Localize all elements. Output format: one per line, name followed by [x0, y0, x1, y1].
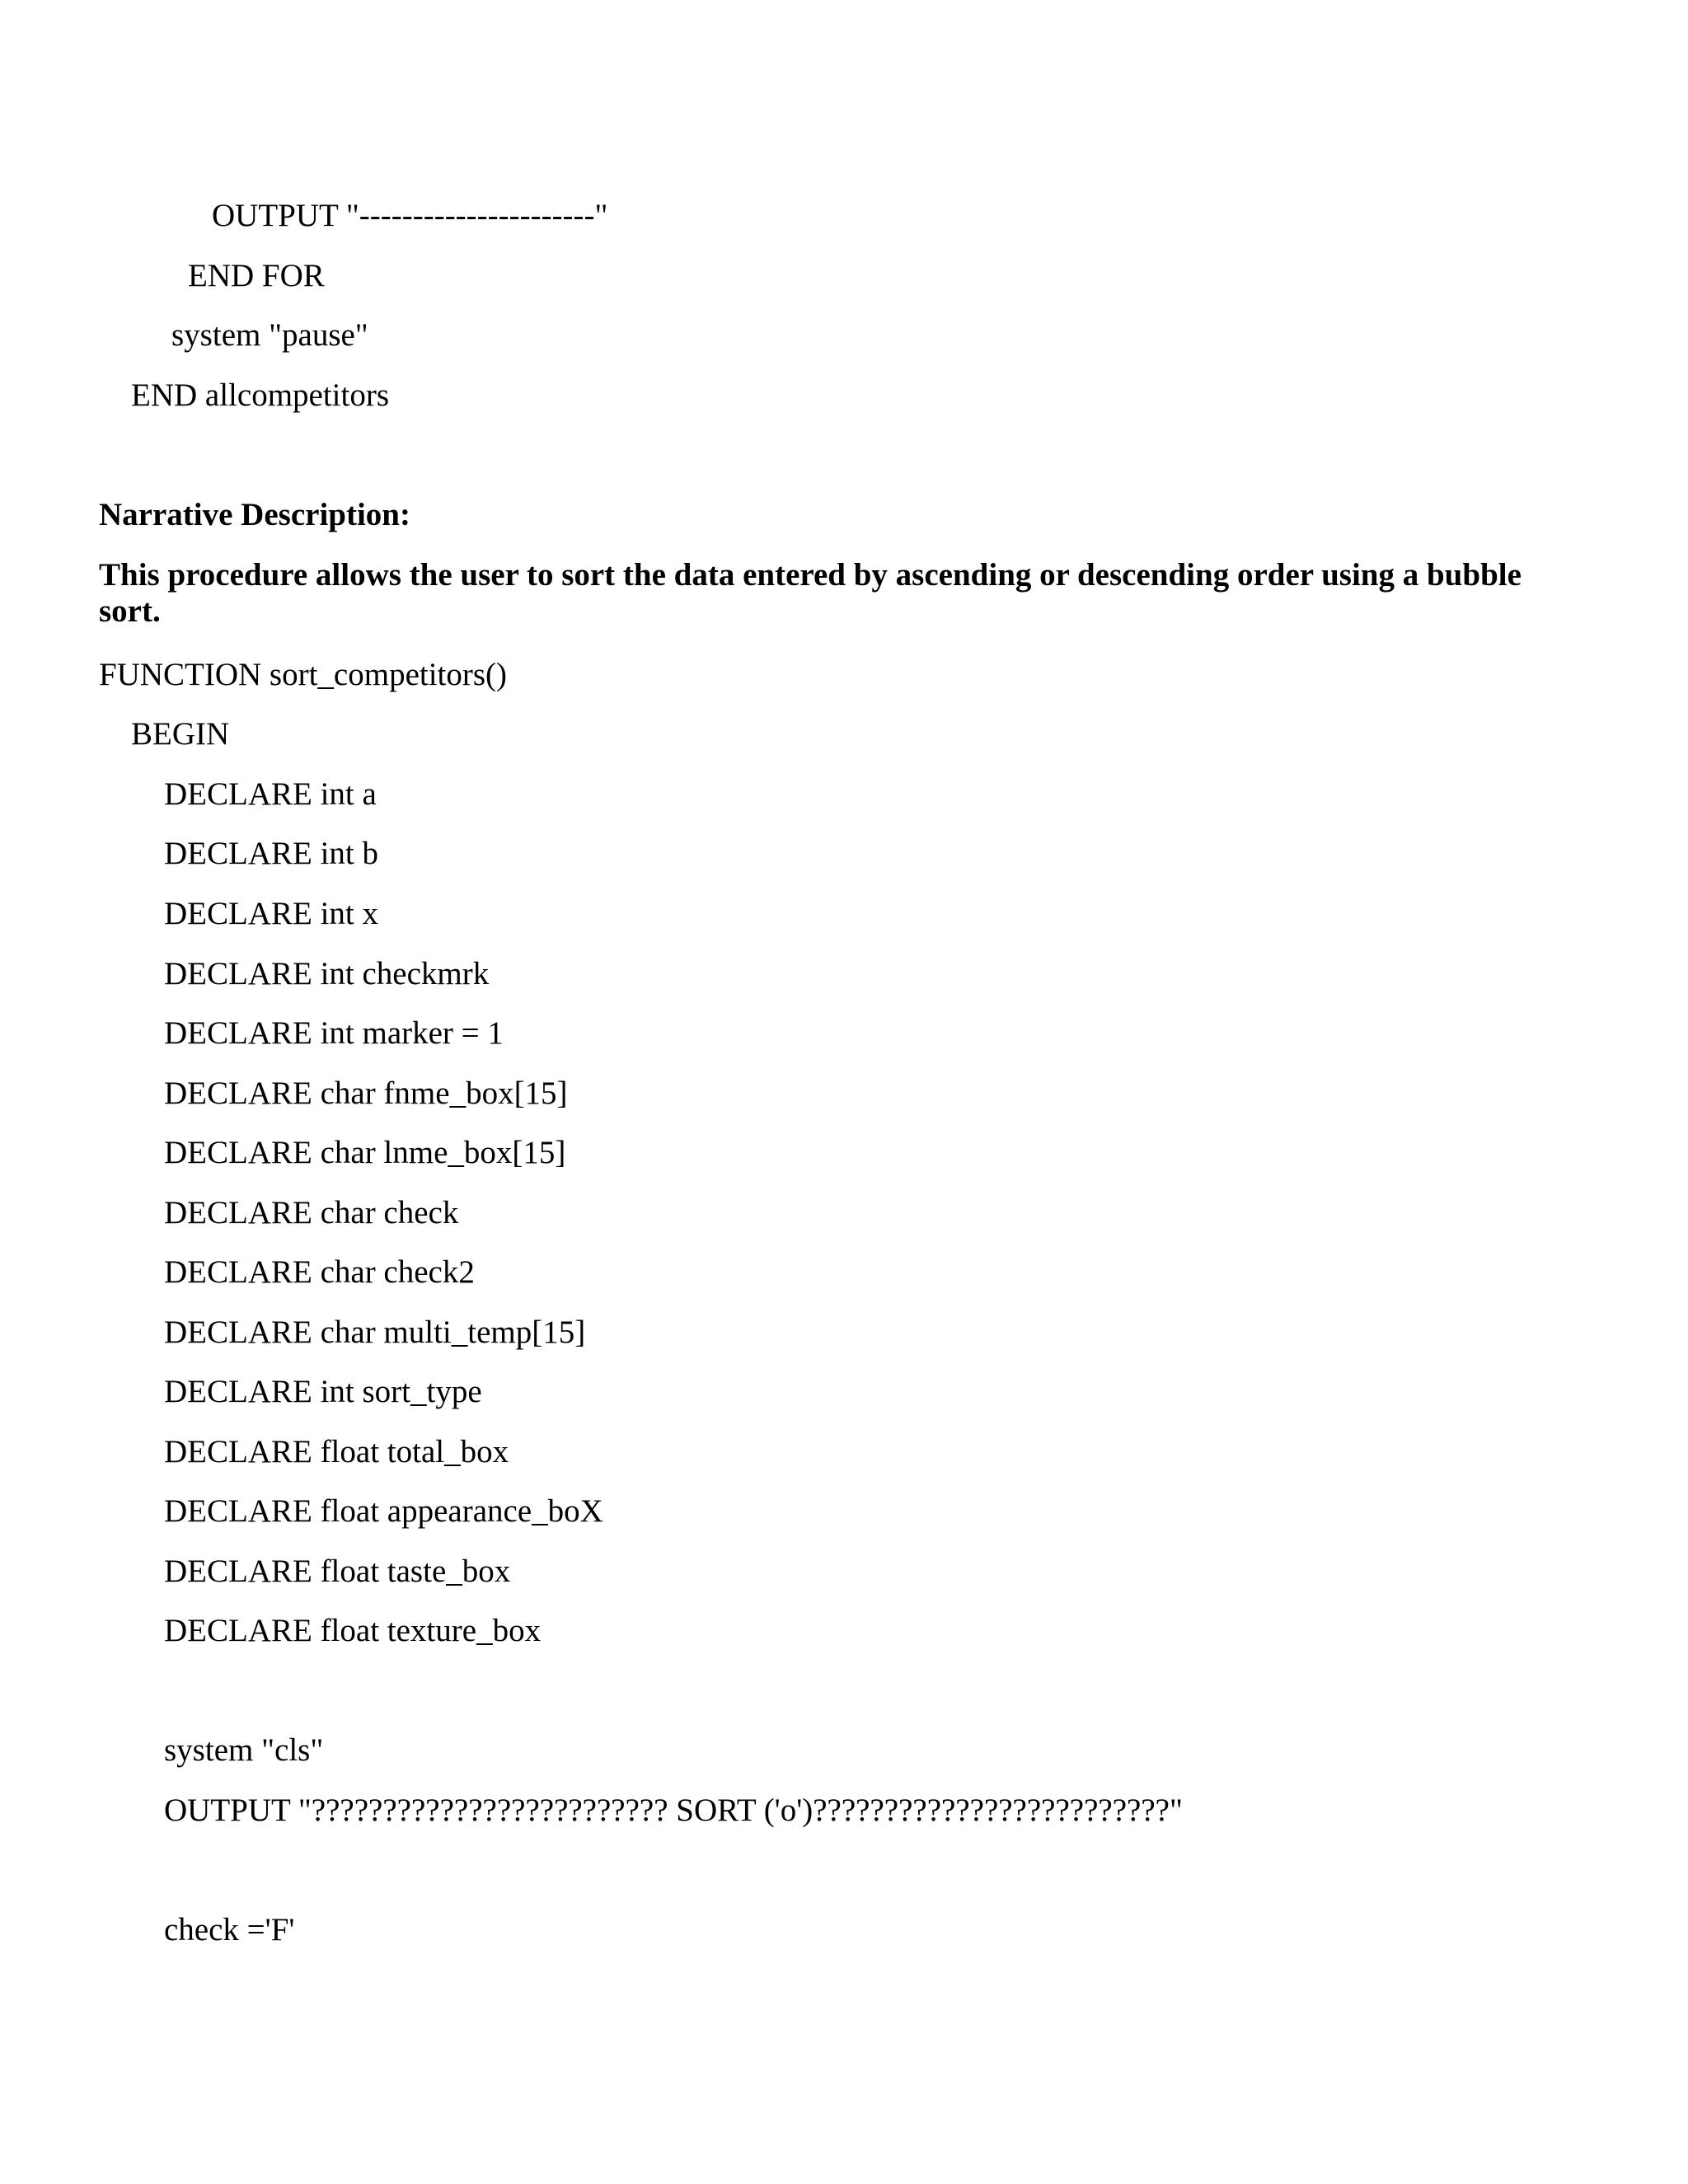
code-line-declare-a: DECLARE int a — [164, 776, 377, 812]
narrative-heading: Narrative Description: — [99, 497, 410, 532]
code-line-declare-fnme-box: DECLARE char fnme_box[15] — [164, 1076, 568, 1111]
code-line-end-allcompetitors: END allcompetitors — [131, 377, 390, 413]
code-line-function: FUNCTION sort_competitors() — [99, 657, 508, 692]
code-line-output-dashes: OUTPUT "----------------------" — [212, 198, 608, 233]
code-line-declare-b: DECLARE int b — [164, 836, 378, 871]
code-line-check-assign: check ='F' — [164, 1912, 295, 1947]
code-line-output-sort-banner: OUTPUT "????????????????????????? SORT ('o')?????????????????????????" — [164, 1793, 1183, 1828]
code-line-declare-sort-type: DECLARE int sort_type — [164, 1374, 482, 1409]
code-line-declare-marker: DECLARE int marker = 1 — [164, 1015, 504, 1051]
code-line-declare-check2: DECLARE char check2 — [164, 1254, 475, 1290]
code-line-declare-lnme-box: DECLARE char lnme_box[15] — [164, 1135, 566, 1170]
code-line-declare-texture-box: DECLARE float texture_box — [164, 1613, 542, 1648]
code-line-declare-check: DECLARE char check — [164, 1195, 459, 1230]
code-line-declare-appearance-box: DECLARE float appearance_boX — [164, 1493, 603, 1529]
code-line-declare-checkmrk: DECLARE int checkmrk — [164, 956, 490, 991]
code-line-begin: BEGIN — [131, 716, 230, 752]
code-line-system-pause: system "pause" — [171, 317, 368, 353]
code-line-declare-taste-box: DECLARE float taste_box — [164, 1554, 511, 1589]
code-line-declare-multi-temp: DECLARE char multi_temp[15] — [164, 1315, 586, 1350]
narrative-text: This procedure allows the user to sort the data entered by ascending or descending order using a bubble sort. — [99, 557, 1522, 629]
code-line-declare-total-box: DECLARE float total_box — [164, 1434, 509, 1469]
code-line-end-for: END FOR — [188, 258, 325, 293]
code-line-system-cls: system "cls" — [164, 1732, 324, 1768]
code-line-declare-x: DECLARE int x — [164, 896, 378, 931]
